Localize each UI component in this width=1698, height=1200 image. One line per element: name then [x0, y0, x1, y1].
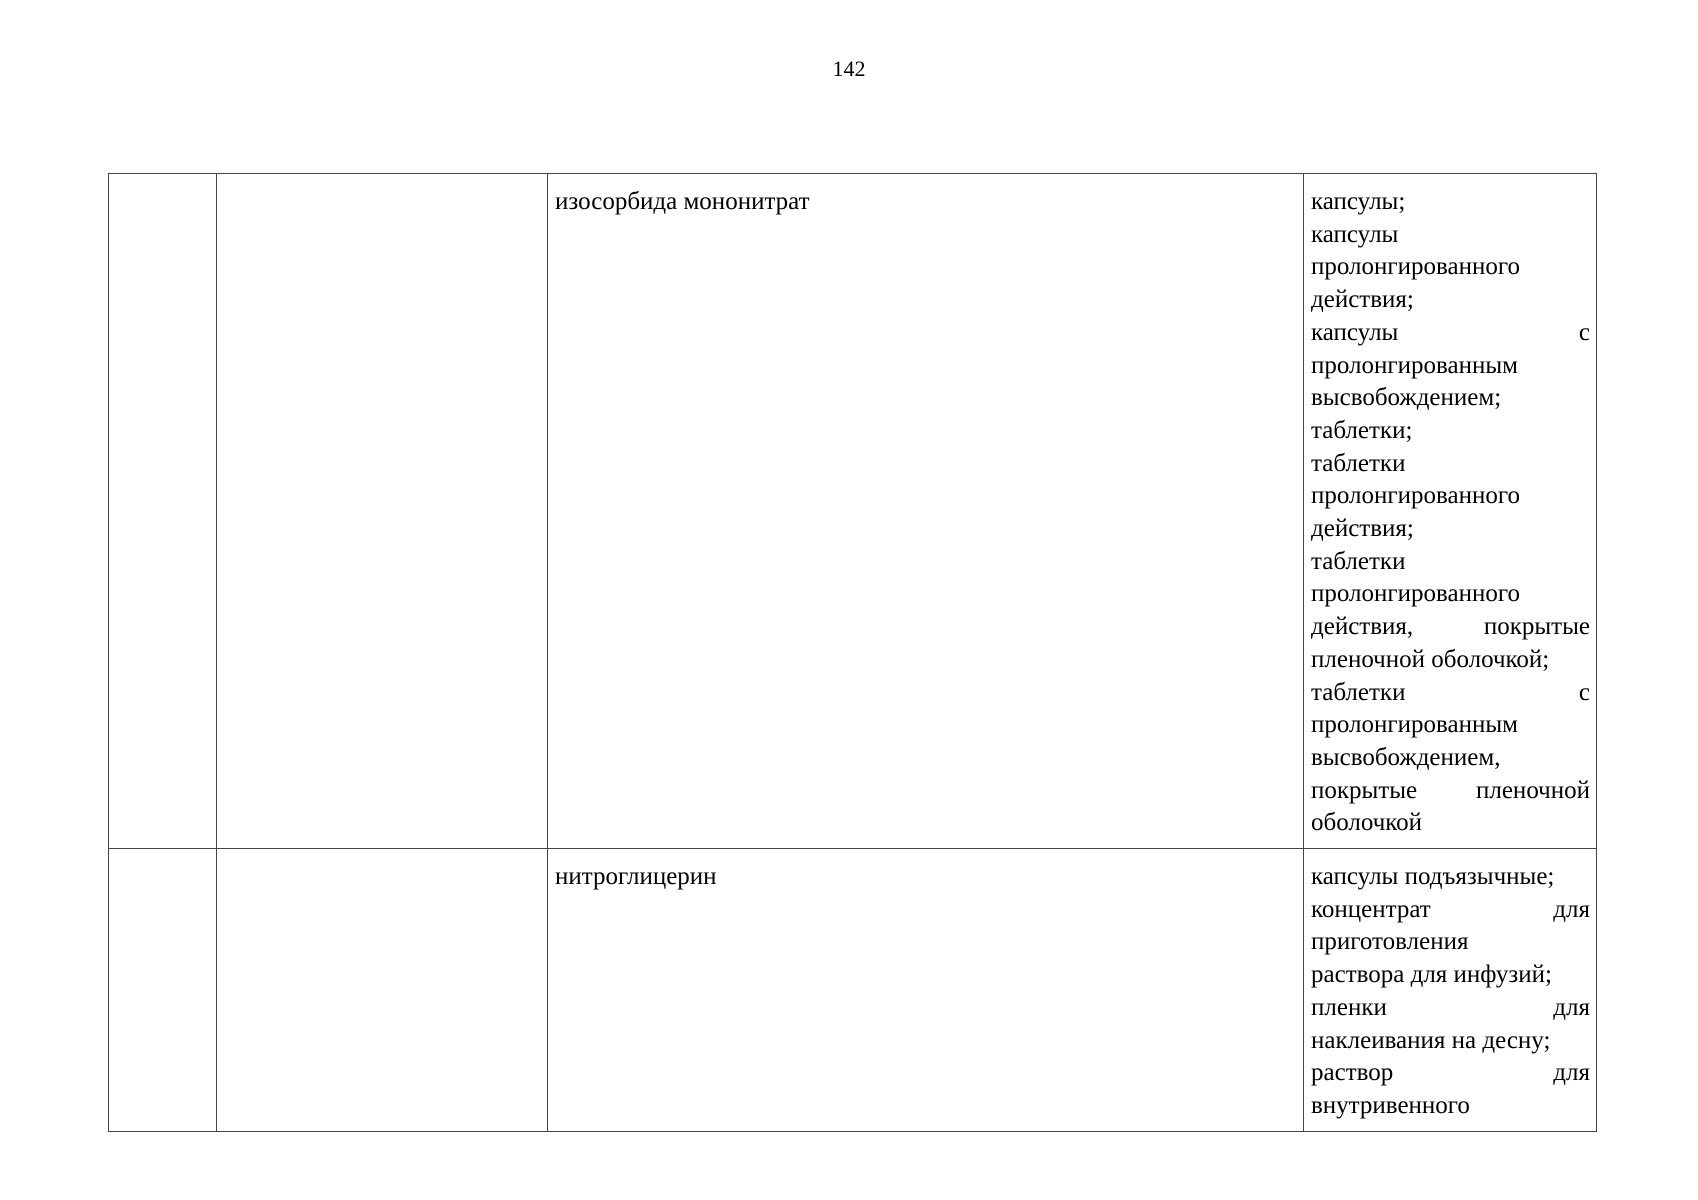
page-number: 142	[832, 56, 866, 81]
dosage-form-line: таблетки с	[1311, 678, 1590, 706]
dosage-form-line: пролонгированным	[1311, 711, 1518, 739]
dosage-form-line: действия, покрытые	[1311, 613, 1590, 641]
dosage-form-line: капсулы;	[1311, 188, 1406, 215]
dosage-form-line: пролонгированного	[1311, 482, 1520, 510]
table-row	[109, 849, 1597, 1132]
drug-table	[108, 173, 1597, 1132]
dosage-form-line: пролонгированного	[1311, 580, 1520, 608]
dosage-form-line: оболочкой	[1311, 809, 1423, 837]
dosage-form-line: пролонгированным	[1311, 351, 1518, 379]
dosage-form-line: капсулы подъязычные;	[1311, 863, 1555, 891]
dosage-form-line: действия;	[1311, 286, 1414, 314]
group-cell	[217, 174, 548, 849]
dosage-form-line: капсулы	[1311, 220, 1399, 248]
dosage-form-line: внутривенного	[1311, 1091, 1470, 1119]
code-cell	[109, 849, 217, 1132]
dosage-forms-cell	[1304, 174, 1597, 849]
group-cell	[217, 849, 548, 1132]
dosage-form-line: действия;	[1311, 515, 1414, 543]
table-row	[109, 174, 1597, 849]
dosage-form-line: пролонгированного	[1311, 253, 1520, 281]
dosage-form-line: таблетки	[1311, 449, 1406, 477]
dosage-form-line: капсулы с	[1311, 318, 1590, 346]
dosage-form-line: таблетки;	[1311, 416, 1413, 444]
dosage-form-line: пленки для	[1311, 993, 1590, 1021]
dosage-form-line: высвобождением,	[1311, 743, 1501, 771]
dosage-form-line: высвобождением;	[1311, 384, 1502, 412]
substance-cell: изосорбида мононитрат	[548, 174, 1304, 849]
dosage-forms-cell	[1304, 849, 1597, 1132]
dosage-form-line: таблетки	[1311, 547, 1406, 575]
dosage-form-line: приготовления	[1311, 928, 1469, 956]
dosage-form-line: наклеивания на десну;	[1311, 1026, 1551, 1054]
dosage-form-line: покрытые пленочной	[1311, 776, 1590, 804]
code-cell	[109, 174, 217, 849]
dosage-form-line: раствора для инфузий;	[1311, 961, 1552, 989]
dosage-form-line: пленочной оболочкой;	[1311, 645, 1550, 673]
dosage-form-line: раствор для	[1311, 1059, 1590, 1087]
substance-cell: нитроглицерин	[548, 849, 1304, 1132]
dosage-form-line: концентрат для	[1311, 895, 1590, 923]
